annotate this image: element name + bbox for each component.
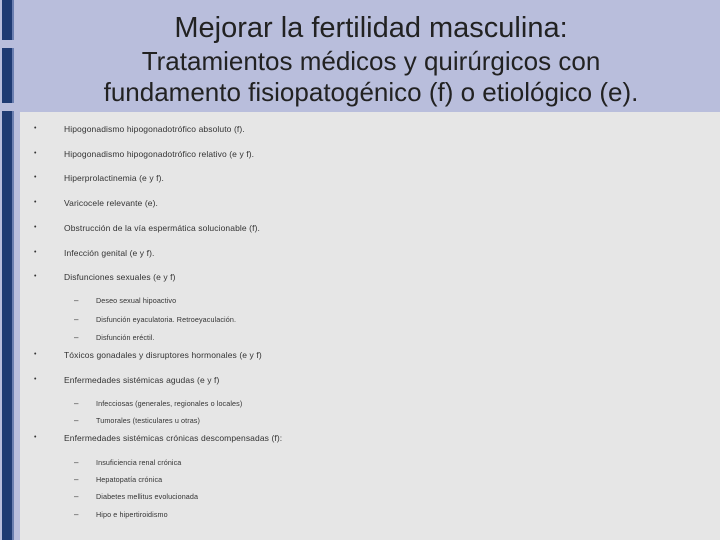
bullet-icon: • <box>34 249 37 256</box>
title-line-2: Tratamientos médicos y quirúrgicos con <box>141 46 601 76</box>
dash-icon: – <box>74 399 79 408</box>
title-line-3: fundamento fisiopatogénico (f) o etiológico (e). <box>103 77 639 107</box>
list-item-text: Enfermedades sistémicas crónicas descompensadas (f): <box>64 433 283 443</box>
dash-icon: – <box>74 296 79 305</box>
slide-title <box>22 8 720 112</box>
dash-icon: – <box>74 416 79 425</box>
sub-list-item-text: Hipo e hipertiroidismo <box>96 510 168 519</box>
sub-list-item-text: Disfunción eréctil. <box>96 333 155 342</box>
sub-list-item-text: Infecciosas (generales, regionales o locales) <box>96 399 243 408</box>
list-item-text: Enfermedades sistémicas agudas (e y f) <box>64 375 220 385</box>
dash-icon: – <box>74 315 79 324</box>
list-item-text: Obstrucción de la vía espermática solucionable (f). <box>64 223 260 233</box>
sub-list-item-text: Tumorales (testiculares u otras) <box>96 416 200 425</box>
list-item-text: Infección genital (e y f). <box>64 248 155 258</box>
list-item-text: Tóxicos gonadales y disruptores hormonales (e y f) <box>64 350 262 360</box>
bullet-icon: • <box>34 224 37 231</box>
bullet-icon: • <box>34 199 37 206</box>
sub-list-item-text: Insuficiencia renal crónica <box>96 458 182 467</box>
dash-icon: – <box>74 333 79 342</box>
sub-list-item-text: Disfunción eyaculatoria. Retroeyaculación. <box>96 315 237 324</box>
dash-icon: – <box>74 510 79 519</box>
dash-icon: – <box>74 458 79 467</box>
bullet-icon: • <box>34 150 37 157</box>
bullet-icon: • <box>34 351 37 358</box>
bullet-icon: • <box>34 376 37 383</box>
dash-icon: – <box>74 475 79 484</box>
left-decorative-bar <box>0 0 22 540</box>
list-item-text: Hipogonadismo hipogonadotrófico absoluto (f). <box>64 124 245 134</box>
sub-list-item-text: Deseo sexual hipoactivo <box>96 296 177 305</box>
list-item-text: Hiperprolactinemia (e y f). <box>64 173 165 183</box>
list-item-text: Varicocele relevante (e). <box>64 198 158 208</box>
list-item-text: Disfunciones sexuales (e y f) <box>64 272 176 282</box>
list-item-text: Hipogonadismo hipogonadotrófico relativo (e y f). <box>64 149 255 159</box>
dash-icon: – <box>74 492 79 501</box>
bar-segment <box>2 111 14 540</box>
sub-list-item-text: Hepatopatía crónica <box>96 475 163 484</box>
content-panel <box>20 112 720 540</box>
bullet-icon: • <box>34 434 37 441</box>
bar-segment <box>2 0 14 40</box>
bullet-icon: • <box>34 174 37 181</box>
bullet-icon: • <box>34 125 37 132</box>
bullet-icon: • <box>34 273 37 280</box>
title-line-1: Mejorar la fertilidad masculina: <box>174 12 568 44</box>
sub-list-item-text: Diabetes mellitus evolucionada <box>96 492 199 501</box>
bar-segment <box>2 48 14 103</box>
